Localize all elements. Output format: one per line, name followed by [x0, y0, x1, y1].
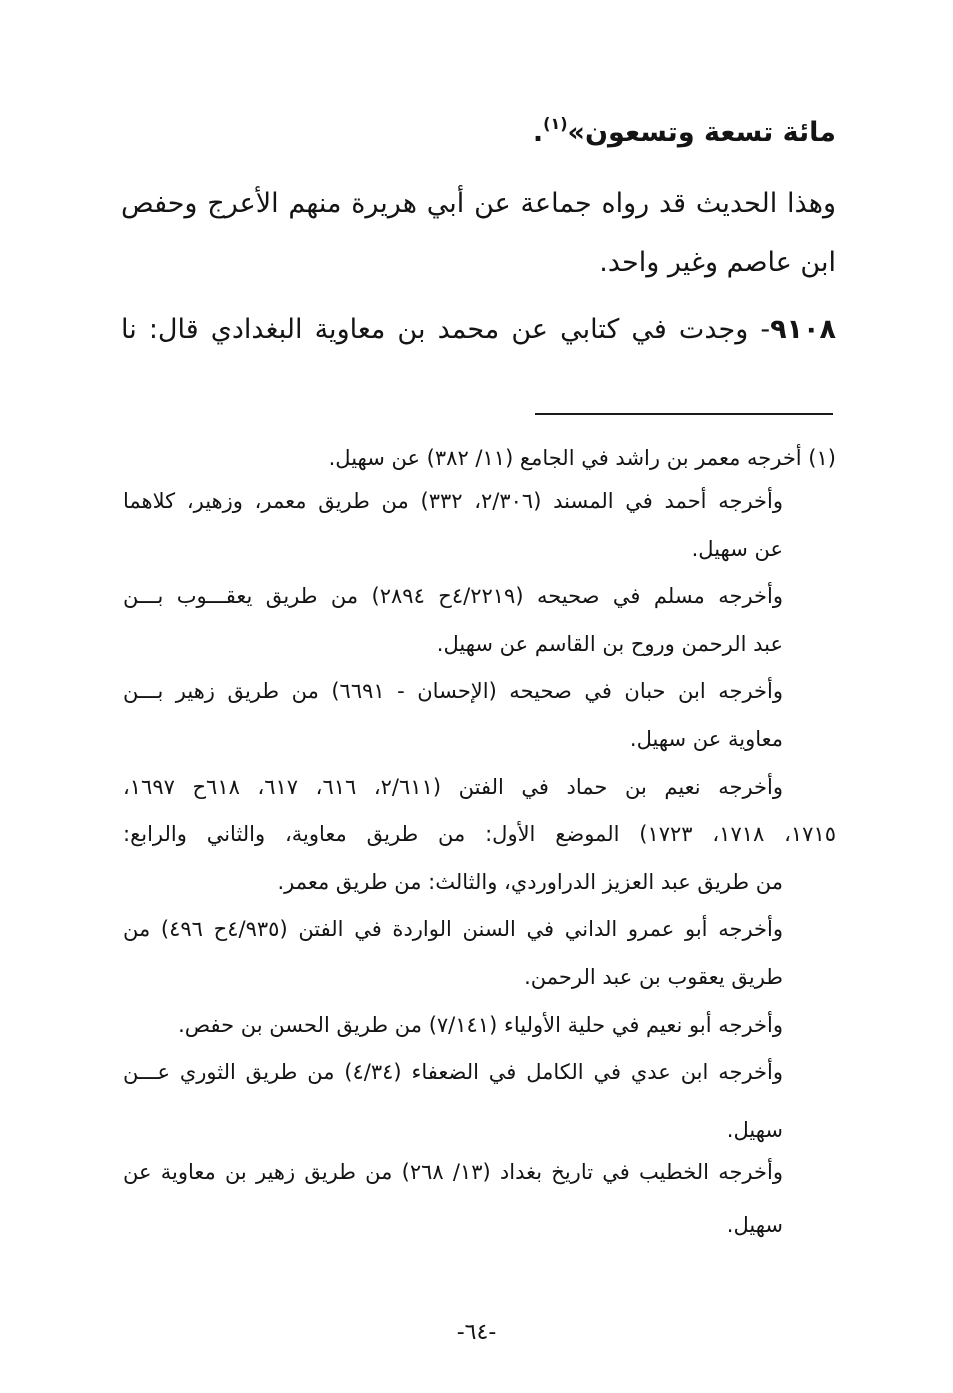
- footnote-line: عن سهيل.: [691, 537, 783, 561]
- main-text-line-1: [533, 113, 836, 153]
- hadith-number: ٩١٠٨: [770, 314, 836, 345]
- footnote-line: (١) أخرجه معمر بن راشد في الجامع (١١/ ٣٨٢) عن سهيل.: [328, 446, 836, 470]
- footnote-line: وأخرجه أحمد في المسند (٢/٣٠٦، ٣٣٢) من طريق معمر، وزهير، كلاهما: [123, 489, 783, 513]
- footnote-line: سهيل.: [726, 1118, 783, 1142]
- main-text-line-1-end: .: [532, 117, 544, 148]
- page-number: -٦٤-: [456, 1320, 497, 1345]
- footnote-line: سهيل.: [726, 1213, 783, 1237]
- footnote-line: وأخرجه الخطيب في تاريخ بغداد (١٣/ ٢٦٨) من طريق زهير بن معاوية عن: [123, 1160, 783, 1184]
- main-text-line-2: وهذا الحديث قد رواه جماعة عن أبي هريرة منهم الأعرج وحفص: [121, 188, 836, 219]
- footnote-line: وأخرجه أبو عمرو الداني في السنن الواردة في الفتن (٤/٩٣٥ح ٤٩٦) من: [123, 917, 783, 941]
- footnote-line: وأخرجه نعيم بن حماد في الفتن (٢/٦١١، ٦١٦، ٦١٧، ٦١٨ح ١٦٩٧،: [123, 775, 784, 799]
- footnote-line: من طريق عبد العزيز الدراوردي، والثالث: من طريق معمر.: [277, 870, 783, 894]
- footnote-marker: (١): [543, 114, 568, 133]
- footnote-line: ١٧١٥، ١٧١٨، ١٧٢٣) الموضع الأول: من طريق معاوية، والثاني والرابع:: [123, 822, 837, 846]
- main-text-line-1-text: مائة تسعة وتسعون»: [567, 117, 836, 148]
- hadith-entry-line: [121, 310, 836, 350]
- footnote-line: معاوية عن سهيل.: [629, 727, 783, 751]
- footnote-line: وأخرجه ابن عدي في الكامل في الضعفاء (٤/٣٤) من طريق الثوري عـــن: [123, 1060, 783, 1084]
- footnote-line: طريق يعقوب بن عبد الرحمن.: [524, 965, 783, 989]
- footnote-separator: [535, 413, 833, 415]
- footnote-line: وأخرجه ابن حبان في صحيحه (الإحسان - ٦٦٩١) من طريق زهير بـــن: [123, 679, 784, 703]
- hadith-text: - وجدت في كتابي عن محمد بن معاوية البغدادي قال: نا: [121, 314, 771, 345]
- main-text-line-3: ابن عاصم وغير واحد.: [599, 247, 836, 278]
- footnote-line: وأخرجه مسلم في صحيحه (٤/٢٢١٩ح ٢٨٩٤) من طريق يعقـــوب بـــن: [123, 584, 784, 608]
- footnote-line: عبد الرحمن وروح بن القاسم عن سهيل.: [436, 632, 783, 656]
- footnote-line: وأخرجه أبو نعيم في حلية الأولياء (٧/١٤١) من طريق الحسن بن حفص.: [178, 1013, 783, 1037]
